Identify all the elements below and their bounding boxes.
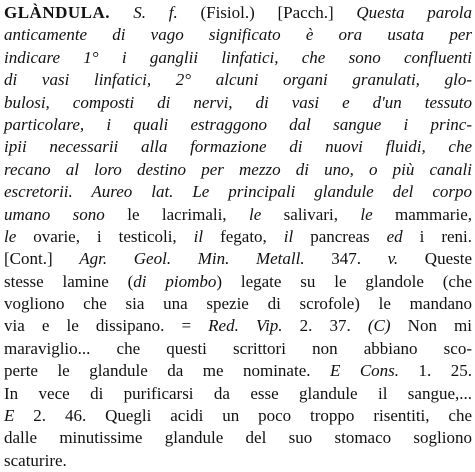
text-line [4,204,472,226]
text-segment: 1. 25. [418,361,473,381]
text-segment: scaturire. [4,450,67,470]
text-segment: Red. Vip. [208,316,300,336]
text-segment: escretorii. Aureo lat. Le principali glandule del corpo [4,182,472,202]
text-line [4,360,472,382]
text-line [4,181,472,203]
text-line [4,47,472,69]
text-segment: Questa parola [356,3,472,22]
text-segment: 2. 46. Quegli acidi un poco troppo risentiti, che [33,406,473,426]
text-line [4,450,472,472]
text-segment: (C) [367,316,408,336]
text-segment: le [4,226,34,246]
text-segment: il [283,226,311,246]
text-segment: di vasi linfatici, 2° alcuni organi granulati, glo- [4,70,472,90]
text-segment: 347. [331,249,388,269]
text-line [4,24,472,46]
text-line [4,136,472,158]
text-segment: Non mi [407,316,473,336]
text-segment: via e le dissipano. = [4,316,209,336]
text-segment: [Cont.] [4,249,80,269]
text-segment: salivari, [283,204,361,224]
text-segment: di piombo [133,271,217,291]
text-segment: recano al loro destino per mezzo di uno, o più canali [4,159,472,179]
text-segment: E [4,406,34,426]
text-line [4,271,472,293]
text-segment: i reni. [419,226,473,246]
text-line [4,427,472,449]
text-line [4,69,472,91]
text-segment: ) legate su le glandole (che [216,271,472,291]
text-line [4,2,472,24]
text-segment: fegato, [220,226,284,246]
text-line [4,92,472,114]
text-line [4,405,472,427]
text-segment: dalle minutissime glandule del suo stomaco sogliono [4,428,472,448]
text-segment: 2. 37. [299,316,368,336]
text-segment: maraviglio... che questi scrittori non abbiano sco- [4,338,472,358]
dictionary-entry [4,2,473,470]
text-segment: il [193,226,221,246]
text-segment: le [360,204,396,224]
text-segment: In vece di purificarsi da esse glandule il sangue,... [4,383,472,403]
text-segment: Agr. Geol. Min. Metall. [79,249,332,269]
text-segment: Queste [424,249,473,269]
text-line [4,114,472,136]
text-segment: umano sono [4,204,128,224]
text-segment: perte le glandule da me nominate. [4,361,330,381]
text-line [4,338,472,360]
text-segment: le [248,204,284,224]
text-line [4,293,472,315]
text-segment: particolare, i quali estraggono dal sangue i princ- [4,114,472,134]
text-segment: (Fisiol.) [Pacch.] [200,3,357,22]
text-segment: E Cons. [329,361,419,381]
text-segment: anticamente di vago significato è ora usata per [4,25,472,45]
headword: GLÀNDULA. [4,3,134,22]
text-segment: v. [387,249,425,269]
text-line [4,248,472,270]
text-segment: vogliono che sia una spezie di scrofole) le mandano [4,294,472,314]
text-line [4,383,472,405]
text-segment: mammarie, [395,204,472,224]
text-segment: bulosi, composti di nervi, di vasi e d'un tessuto [4,92,472,112]
text-line [4,315,472,337]
text-segment: ed [386,226,420,246]
text-line [4,159,472,181]
text-segment: S. f. [133,3,201,22]
text-segment: ovarie, i testicoli, [33,226,194,246]
text-segment: le lacrimali, [127,204,249,224]
text-segment: ipii necessarii alla formazione di nuovi fluidi, che [4,137,472,157]
text-segment: indicare 1° i ganglii linfatici, che sono confluenti [4,47,472,67]
text-segment: stesse lamine ( [4,271,134,291]
text-line [4,226,472,248]
text-segment: pancreas [310,226,387,246]
